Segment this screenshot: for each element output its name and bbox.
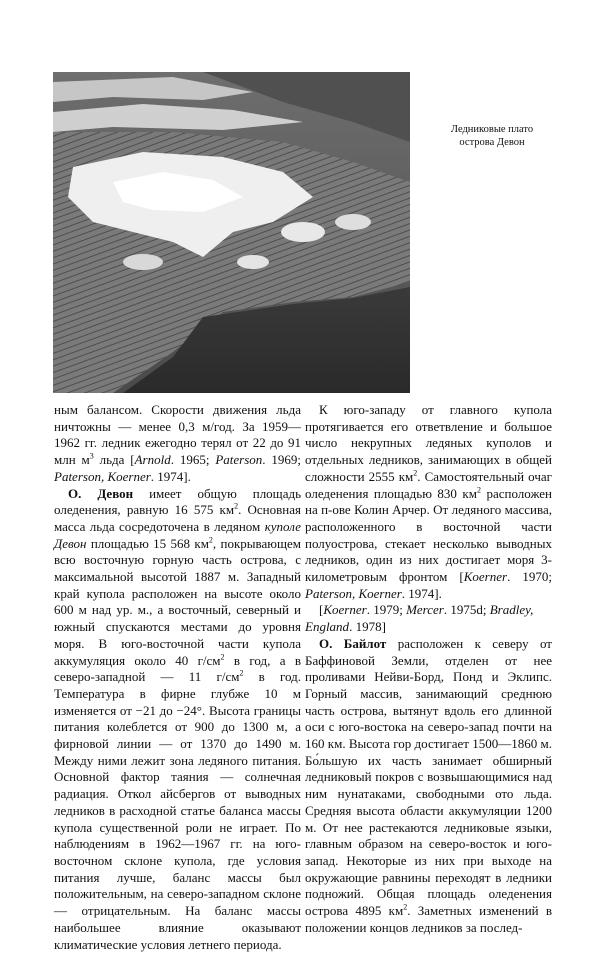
- text-run: [: [319, 602, 324, 618]
- text-run: . Заметных изменений в положении концов ледников за послед-: [305, 903, 553, 935]
- superscript: 2: [239, 668, 244, 678]
- superscript: 2: [403, 902, 408, 912]
- text-run: площадью 15 568 км: [86, 535, 209, 551]
- text-run: ным балансом. Скорости движения льда ничтожны — менее 0,3 м/год. За 1959—1962 гг. ледник ежегодно терял от 22 до 91 млн м: [54, 402, 301, 468]
- emphasized-term: куполе Девон: [54, 518, 301, 551]
- text-run: в год, а в северо-западной — 11 г/см: [54, 652, 302, 685]
- citation-author: Paterson: [215, 452, 263, 468]
- text-run: . 1970;: [507, 569, 552, 585]
- citation-author: Koerner: [463, 569, 508, 585]
- text-run: . 1974].: [150, 468, 191, 484]
- text-run: К юго-западу от главного купола протягивается его ответвление и большое число некрупных ледяных куполов и отдельных ледников, занимающих в общей сложности 2555 км: [305, 402, 552, 484]
- text-run: . Самостоятельный очаг оледенения площадью 830 км: [305, 468, 552, 501]
- citation-author: Arnold: [134, 452, 171, 468]
- paragraph-southwest-ice: [305, 402, 552, 602]
- text-run: . 1978]: [349, 619, 386, 635]
- superscript: 2: [208, 535, 213, 545]
- text-run: в год. Температура в фирне глубже 10 м изменяется от −21 до −24°. Высота границы питания колеблется от 900 до 1300 м, а фирновой линии — от 1370 до 1490 м. Между ними лежит зона ледяного питания. Основной фактор таяния — солнечная радиация. Откол айсбергов от выводных ледников в расходной статье баланса массы купола существенной роли не играет. По наблюдениям в 1962—1967 гг. на юго-восточном склоне купола, где условия питания лучше, баланс массы был положительным, на северо-западном склоне — отрицательным. На баланс массы наибольшее влияние оказывают климатические условия летнего периода.: [54, 669, 301, 952]
- caption-line: острова Девон: [459, 136, 525, 148]
- citation-author: Paterson, Koerner: [54, 468, 151, 484]
- citation-author: Bradley, England: [305, 602, 534, 635]
- section-heading: О. Байлот: [319, 635, 387, 651]
- superscript: 2: [234, 501, 239, 511]
- text-run: . 1975d;: [443, 602, 490, 618]
- text-run: расположен на п-ове Колин Арчер. От ледяного массива, расположенного в восточной части полуострова, стекает несколько выводных ледников, один из них достигает моря 3-километровым фронтом [: [305, 485, 552, 585]
- aerial-photo-illustration: [53, 72, 410, 393]
- text-run: . 1965;: [170, 452, 216, 468]
- paragraph-continuation: [54, 402, 301, 486]
- text-run: . 1969;: [262, 452, 301, 468]
- ice-patch: [237, 255, 269, 269]
- text-run: , покрывающем всю восточную горную часть острова, с максимальной высотой 1887 м. Западный край купола расположен на высоте около 600 м над ур. м., а восточный, северный и южный спускаются местами до уровня моря. В юго-восточной части купола аккумуляция около 40 г/см: [54, 535, 301, 668]
- superscript: 2: [476, 485, 481, 495]
- ice-patch: [335, 214, 371, 230]
- left-text-column: [54, 402, 301, 953]
- citation-author: Mercer: [406, 602, 444, 618]
- citation-author: Paterson, Koerner: [305, 585, 402, 601]
- caption-line: Ледниковые плато: [450, 124, 534, 135]
- paragraph-devon-island: [54, 486, 301, 953]
- text-run: льда [: [93, 452, 135, 468]
- aerial-photo-devon-ice-plateaus: [53, 72, 410, 393]
- text-run: имеет общую площадь оледенения, равную 16 575 км: [54, 485, 302, 518]
- citation-author: Koerner: [323, 602, 367, 618]
- superscript: 3: [89, 451, 94, 461]
- superscript: 2: [413, 468, 418, 478]
- paragraph-references: [305, 602, 552, 635]
- text-run: . 1974].: [401, 585, 442, 601]
- text-run: . Основная масса льда сосредоточена в ледяном: [54, 502, 301, 534]
- figure-caption: [432, 124, 552, 149]
- superscript: 2: [220, 652, 225, 662]
- right-text-column: [305, 402, 552, 937]
- ice-patch: [123, 254, 163, 270]
- text-run: расположен к северу от Баффиновой Земли, отделен от нее проливами Нейви-Борд, Понд и Эклипс. Горный массив, занимающий среднюю часть острова, вытянут вдоль его длинной оси с юго-востока на северо-запад почти на 160 км. Высота гор достигает 1500—1860 м. Бо́льшую их часть занимает обширный ледниковый покров с возвышающимися над ним нунатаками, свободными ото льда. Средняя высота области аккумуляции 1200 м. От нее растекаются ледниковые языки, главным образом на северо-восток и юго-запад. Некоторые из них при выходе на окружающие равнины переходят в ледники подножий. Общая площадь оледенения острова 4895 км: [305, 635, 552, 919]
- section-heading: О. Девон: [68, 485, 134, 501]
- ice-patch: [281, 222, 325, 242]
- paragraph-bylot-island: [305, 636, 552, 937]
- text-run: . 1979;: [366, 602, 407, 618]
